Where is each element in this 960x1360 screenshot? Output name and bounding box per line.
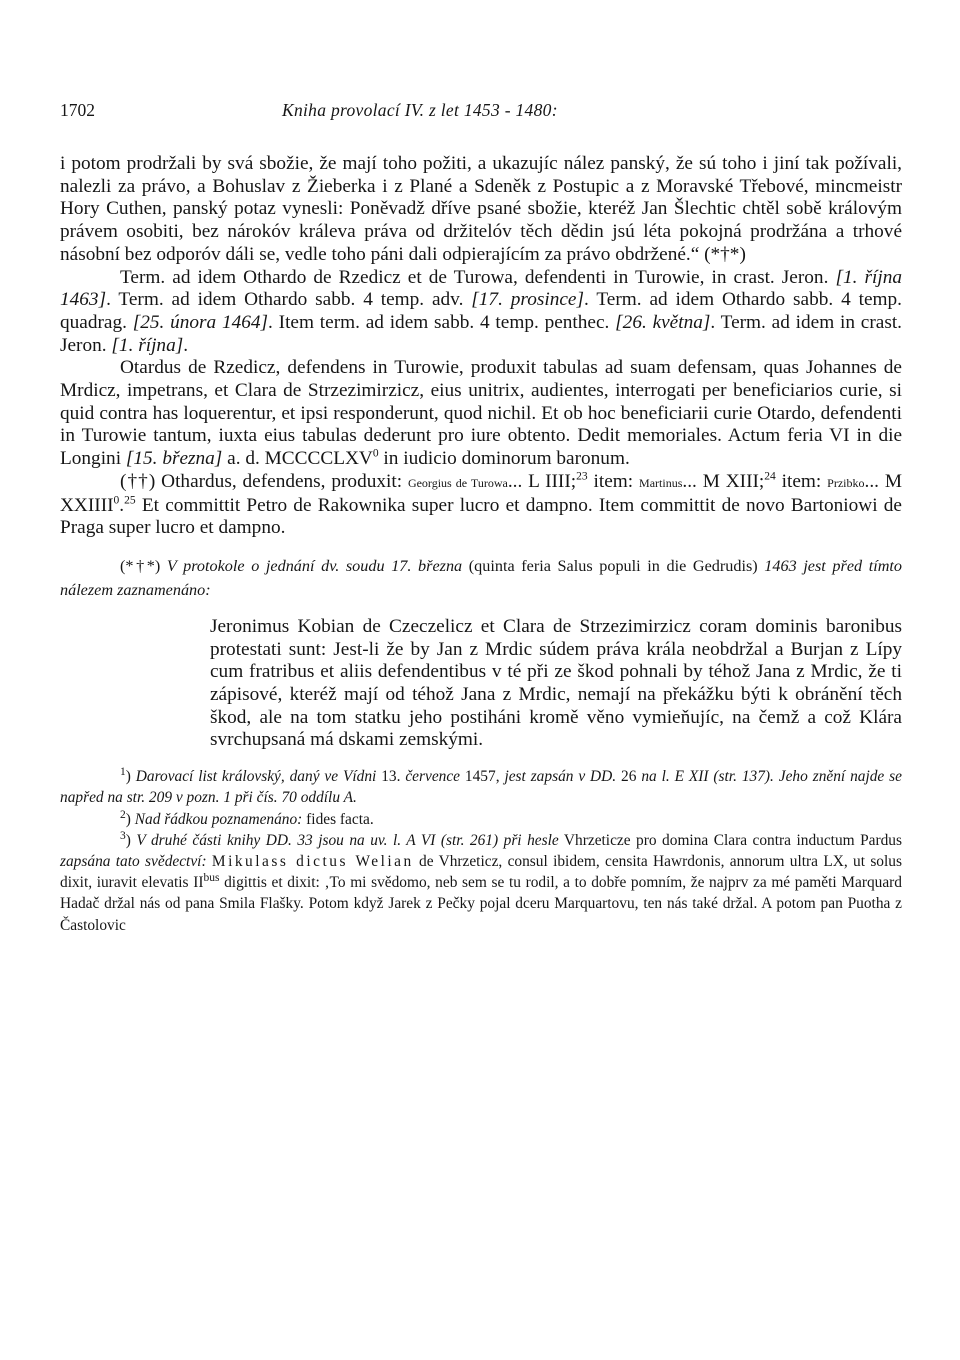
main-text [60, 153, 902, 540]
footnote-text: l. E XII (str. 137). Jeho znění najde se napřed na str. 209 v pozn. 1 při čís. 70 oddílu A. [60, 768, 902, 807]
othardus-text: (††) Othardus, defendens, produxit: [120, 470, 403, 492]
note-text: V protokole o jednání dv. soudu 17. března [166, 556, 463, 575]
terms-text: . Term. ad idem Othardo sabb. 4 temp. adv. [106, 289, 464, 311]
superscript: 0 [113, 494, 120, 507]
othardus-text: ... M XIII; [682, 470, 765, 492]
footnote-text: 26 [621, 768, 637, 786]
superscript: 0 [372, 447, 379, 460]
note-marker: (*†*) [120, 556, 161, 575]
footnotes [60, 766, 902, 936]
otardus-text: Otardus de Rzedicz, defendens in Turowie, produxit tabulas ad suam defensam, quas Johannes de Mrdicz, impetrans, et Clara de Strzezimirzicz, eius unitrix, audientes, interrogati per beneficiarios curie, si quid contra has loquerentur, et ipsi responderunt, quod nichil. Et ob hoc beneficiarii curie Otardo, defendenti in Turowie tantum, iuxta eius tabulas dederunt pro iure obtento. Dedit memoriales. Actum feria VI in die Longini [60, 357, 902, 470]
paragraph-verdict [60, 153, 902, 267]
footnote-number: 2 [120, 808, 126, 821]
editorial-note [60, 554, 902, 602]
note-text: (quinta feria Salus populi in die Gedrudis) [468, 556, 758, 575]
footnote-ref: 25 [124, 494, 136, 507]
footnote-text: Mikulass dictus Welian [211, 852, 414, 870]
superscript: bus [203, 872, 220, 885]
otardus-text: a. d. MCCCCLXV [227, 448, 373, 470]
footnote-text: Darovací list královský, daný ve Vídni [135, 768, 377, 786]
page-header [60, 100, 902, 130]
footnote-text: zapsána tato svědectví: [60, 852, 207, 870]
footnote-text: Nad řádkou poznamenáno: [134, 810, 303, 828]
terms-text: . Item term. ad idem sabb. 4 temp. penthec. [268, 311, 610, 333]
footnote-number: 1 [120, 766, 126, 779]
footnote-text: 1457, [464, 768, 500, 786]
running-title: Kniha provolací IV. z let 1453 - 1480: [282, 100, 558, 120]
note-text: jest před tímto nálezem zaznamenáno: [60, 556, 903, 599]
editorial-date: [17. prosince] [471, 289, 584, 311]
witness-name: Przibko [827, 475, 865, 490]
footnote-ref: 24 [764, 470, 776, 483]
terms-text: . [183, 334, 189, 356]
footnote-text: Vhrzeticze pro domina Clara contra inductum Pardus [563, 831, 902, 849]
paragraph-othardus [60, 471, 902, 540]
footnote-text: jest zapsán v DD. [504, 768, 617, 786]
page-number: 1702 [60, 100, 95, 120]
othardus-text: item: [781, 470, 822, 492]
terms-text: Term. ad idem Othardo de Rzedicz et de Turowa, defendenti in Turowie, in crast. Jeron. [120, 266, 829, 288]
terms-text: . Term. ad idem Othardo sabb. 4 temp. quadrag. [60, 289, 902, 333]
otardus-text: in iudicio dominorum baronum. [383, 448, 630, 470]
editorial-date: [25. února 1464] [132, 311, 269, 333]
othardus-text: ... L IIII; [507, 470, 577, 492]
editorial-date: [1. října 1463] [60, 266, 902, 311]
note-marker: (*†*) [704, 243, 746, 265]
othardus-text: ... M XXIIII [60, 470, 902, 516]
footnote-ref: 23 [576, 470, 588, 483]
editorial-date: [15. března] [125, 448, 223, 470]
othardus-text: Et committit Petro de Rakownika super lucro et dampno. Item committit de novo Bartoniowi de Praga super lucro et dampno. [60, 494, 902, 539]
footnote-3: $^3$) V druhé části knihy DD. 33 jsou na uv. l. A VI (str. 261) při hesle Vhrzeticze pro domina Clara contra inductum Pardus zapsána tato svědectví: Mikulass dictus Welian de Vhrzeticz, consul ibidem, censita Hawrdonis, annorum ultra LX, ut solus dixit, iuravit elevatis $II^{bus}$ digittis et dixit: ‚To mi svědomo, neb sem se tu rodil, a to dobře pomním, že najprv za mé paměti Marquard Hadač držal nás od pana Smila Flašky. Potom když Jarek z Pečky pojal dceru Marquartovu, ten nás také držal. A potom pan Puotha z Častolovic [60, 829, 902, 934]
note-text: 1463 [764, 556, 797, 575]
footnote-text: V druhé části knihy DD. 33 jsou na uv. l. A VI (str. 261) při hesle [136, 831, 559, 849]
paragraph-otardus [60, 357, 902, 471]
footnote-text: de Vhrzeticz, consul ibidem, censita Hawrdonis, annorum ultra LX, ut solus dixit, iuravit elevatis II [60, 852, 902, 892]
editorial-date: [1. října] [111, 334, 184, 356]
editorial-date: [26. května] [615, 311, 711, 333]
footnote-number: 3 [120, 829, 126, 842]
footnote-text: na [641, 768, 657, 786]
footnote-1: $^1$) Darovací list královský, daný ve Vídni 13. července 1457, jest zapsán v DD. 26 na l. E XII (str. 137). Jeho znění najde se napřed na str. 209 v pozn. 1 při čís. 70 oddílu A. [60, 766, 902, 807]
quoted-record: Jeronimus Kobian de Czeczelicz et Clara de Strzezimirzicz coram dominis baronibus protestati sunt: Jest-li že by Jan z Mrdic súdem práva krála neobdržal a Burjan z Lípy cum fratribus et aliis defendentibus v té při ze škod pohnali by téhož Jana z Mrdic, že ti zápisové, kteréž mají od téhož Jana z Mrdic, nemají na překážku býti k obránění těch škod, ale na tom statku jeho postiháni kromě věno vymieňujíc, na čemž a což Klára svrchupsaná má dskami zemskými. [210, 615, 902, 751]
footnote-text: 13. [381, 768, 401, 786]
footnote-text: července [405, 768, 461, 786]
verdict-text: i potom prodržali by svá sbožie, že mají toho požiti, a ukazujíc nález panský, že sú toho i jiní tak požívali, nalezli za právo, a Bohuslav z Žieberka i z Plané a Sdeněk z Postupic a z Moravské Třebové, mincmeistr Hory Cuthen, panský potaz vynesli: Poněvadž dříve psané sbožie, kteréž Jan Šlechtic chtěl sobě královým právem osobiti, bez nárokóv králeva práva od držitelóv těch dědin jsú léta pokojná prodržána a trhové násobní bez odporóv dáli se, vedle toho páni dali odpierajícím za právo obdržené.“ [60, 153, 902, 265]
document-page [60, 100, 902, 936]
footnote-text: fides facta. [306, 810, 374, 828]
witness-name: Martinus [639, 475, 683, 490]
footnote-text: digittis et dixit: ‚To mi svědomo, neb sem se tu rodil, a to dobře pomním, že najprv za mé paměti Marquard Hadač držal nás od pana Smila Flašky. Potom když Jarek z Pečky pojal dceru Marquartovu, ten nás také držal. A potom pan Puotha z Častolovic [60, 874, 902, 934]
footnote-2: $^2$) Nad řádkou poznamenáno: fides facta. [120, 808, 374, 828]
paragraph-terms [60, 267, 902, 358]
othardus-text: item: [593, 470, 634, 492]
terms-text: . Term. ad idem in crast. Jeron. [60, 311, 902, 356]
othardus-text: . [119, 494, 125, 516]
witness-name: Georgius de Turowa [407, 475, 508, 490]
